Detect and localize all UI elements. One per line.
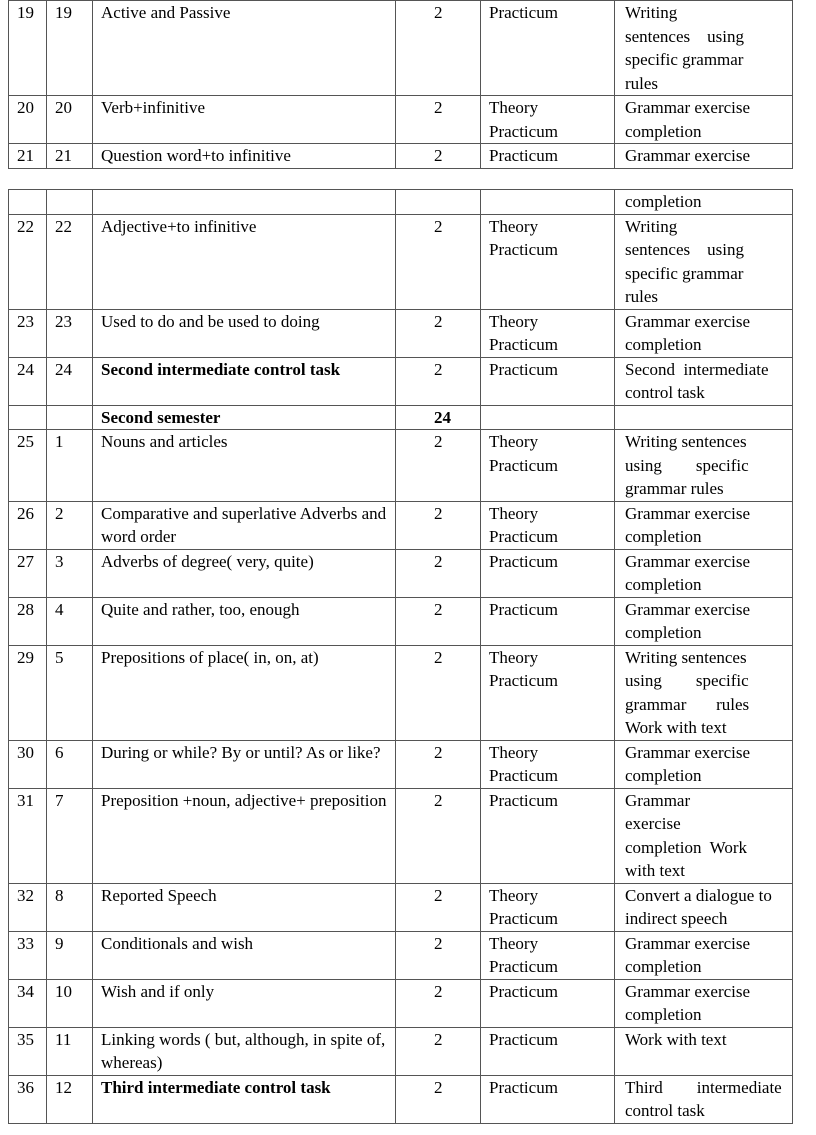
hours-cell	[396, 405, 481, 430]
row-number-cell	[9, 96, 47, 144]
lesson-type-cell	[481, 357, 615, 405]
task-cell-line: specific grammar	[625, 50, 744, 69]
task-cell-line: Convert a dialogue to	[625, 885, 772, 905]
topic-cell-text: Second semester	[101, 407, 221, 427]
task-cell	[615, 309, 793, 357]
topic-cell-text: Quite and rather, too, enough	[101, 599, 300, 619]
table-row	[9, 1075, 793, 1123]
lesson-number-cell	[47, 214, 93, 309]
lesson-type-cell	[481, 788, 615, 883]
topic-cell	[93, 214, 396, 309]
lesson-number-cell-text: 22	[55, 216, 72, 236]
lesson-type-cell-line: Practicum	[489, 146, 558, 165]
lesson-number-cell-text: 6	[55, 742, 64, 762]
topic-cell-text: Second intermediate control task	[101, 359, 341, 379]
task-cell-line: grammar rules	[625, 694, 750, 714]
lesson-type-cell-line: Theory	[489, 98, 539, 117]
lesson-number-cell	[47, 931, 93, 979]
topic-cell	[93, 190, 396, 215]
lesson-type-cell	[481, 190, 615, 215]
task-cell-line: Grammar exercise	[625, 551, 751, 571]
hours-cell	[396, 549, 481, 597]
hours-cell-text: 2	[434, 551, 443, 571]
lesson-type-cell-line: Practicum	[489, 957, 558, 976]
task-cell	[615, 549, 793, 597]
lesson-number-cell	[47, 645, 93, 740]
lesson-number-cell	[47, 597, 93, 645]
task-cell	[615, 190, 793, 215]
task-cell-line: completion	[625, 192, 702, 211]
task-cell-line: Grammar exercise	[625, 933, 751, 953]
lesson-type-cell-line: Theory	[489, 647, 539, 667]
lesson-type-cell	[481, 501, 615, 549]
lesson-number-cell-text: 1	[55, 432, 64, 451]
table-row	[9, 357, 793, 405]
lesson-type-cell-line: Practicum	[489, 671, 558, 690]
lesson-number-cell	[47, 309, 93, 357]
lesson-type-cell-line: Theory	[489, 933, 539, 953]
topic-cell	[93, 788, 396, 883]
lesson-type-cell-line: Practicum	[489, 909, 558, 928]
table-row	[9, 190, 793, 215]
task-cell-line: Writing sentences	[625, 432, 747, 451]
lesson-number-cell	[47, 883, 93, 931]
task-cell-line: Grammar exercise	[625, 98, 751, 117]
row-number-cell	[9, 501, 47, 549]
table-row	[9, 549, 793, 597]
topic-cell-text: Adjective+to infinitive	[101, 216, 257, 236]
hours-cell-text: 2	[434, 790, 443, 810]
row-number-cell	[9, 309, 47, 357]
task-cell-line: Grammar exercise	[625, 146, 751, 165]
task-cell	[615, 96, 793, 144]
row-number-cell-text: 32	[17, 885, 34, 905]
task-cell	[615, 597, 793, 645]
row-number-cell-text: 28	[17, 599, 34, 619]
lesson-number-cell-text: 5	[55, 647, 64, 667]
hours-cell-text: 2	[434, 3, 443, 22]
hours-cell	[396, 357, 481, 405]
lesson-type-cell	[481, 405, 615, 430]
hours-cell-text: 2	[434, 599, 443, 619]
row-number-cell-text: 19	[17, 3, 34, 22]
hours-cell	[396, 214, 481, 309]
syllabus-table-top	[8, 0, 793, 169]
lesson-number-cell-text: 21	[55, 146, 72, 165]
lesson-type-cell	[481, 144, 615, 169]
hours-cell	[396, 645, 481, 740]
topic-cell	[93, 883, 396, 931]
syllabus-table-bottom	[8, 189, 793, 1124]
row-number-cell	[9, 1, 47, 96]
task-cell-line: completion	[625, 766, 702, 785]
hours-cell-text: 2	[434, 742, 443, 762]
hours-cell	[396, 931, 481, 979]
table-row	[9, 96, 793, 144]
row-number-cell-text: 21	[17, 146, 34, 165]
topic-cell	[93, 931, 396, 979]
lesson-number-cell	[47, 357, 93, 405]
lesson-number-cell-text: 7	[55, 790, 64, 810]
hours-cell	[396, 96, 481, 144]
topic-cell-text: Active and Passive	[101, 3, 231, 22]
topic-cell	[93, 501, 396, 549]
topic-cell	[93, 430, 396, 502]
topic-cell-text: Third intermediate control task	[101, 1077, 331, 1097]
row-number-cell-text: 20	[17, 98, 34, 117]
lesson-type-cell	[481, 597, 615, 645]
topic-cell	[93, 1027, 396, 1075]
hours-cell	[396, 190, 481, 215]
table-row	[9, 1027, 793, 1075]
row-number-cell	[9, 190, 47, 215]
lesson-type-cell-line: Practicum	[489, 121, 558, 141]
task-cell-line: completion	[625, 121, 702, 141]
row-number-cell-text: 36	[17, 1077, 34, 1097]
table-row	[9, 309, 793, 357]
lesson-number-cell	[47, 96, 93, 144]
task-cell-line: using specific	[625, 455, 749, 475]
lesson-number-cell	[47, 430, 93, 502]
hours-cell-text: 2	[434, 981, 443, 1001]
topic-cell	[93, 1075, 396, 1123]
task-cell-line: rules	[625, 73, 659, 93]
lesson-type-cell-line: Practicum	[489, 551, 558, 571]
lesson-type-cell-line: Practicum	[489, 1029, 558, 1049]
topic-cell	[93, 96, 396, 144]
task-cell-line: control task	[625, 1101, 705, 1120]
task-cell	[615, 788, 793, 883]
row-number-cell-text: 26	[17, 503, 34, 523]
lesson-number-cell-text: 12	[55, 1077, 72, 1097]
lesson-number-cell	[47, 144, 93, 169]
lesson-number-cell-text: 4	[55, 599, 64, 619]
row-number-cell-text: 33	[17, 933, 34, 953]
lesson-type-cell	[481, 430, 615, 502]
lesson-number-cell-text: 23	[55, 311, 72, 331]
topic-cell	[93, 1, 396, 96]
lesson-number-cell	[47, 501, 93, 549]
task-cell	[615, 430, 793, 502]
table-row	[9, 214, 793, 309]
table-row	[9, 144, 793, 169]
hours-cell	[396, 309, 481, 357]
topic-cell	[93, 979, 396, 1027]
table-row	[9, 501, 793, 549]
hours-cell-text: 2	[434, 1077, 443, 1097]
lesson-number-cell-text: 8	[55, 885, 64, 905]
task-cell-line: sentences using	[625, 240, 744, 259]
lesson-type-cell-line: Theory	[489, 216, 539, 236]
topic-cell-text: Reported Speech	[101, 885, 217, 905]
task-cell-line: Writing sentences	[625, 647, 747, 667]
task-cell-line: grammar rules	[625, 479, 724, 498]
task-cell	[615, 214, 793, 309]
lesson-type-cell	[481, 645, 615, 740]
task-cell-line: Third intermediate	[625, 1077, 782, 1097]
task-cell-line: completion	[625, 527, 702, 546]
row-number-cell	[9, 1075, 47, 1123]
hours-cell-text: 24	[434, 407, 451, 427]
task-cell-line: using specific	[625, 671, 749, 690]
lesson-type-cell-line: Practicum	[489, 335, 558, 354]
hours-cell	[396, 788, 481, 883]
topic-cell-text: Linking words ( but, although, in spite of, whereas)	[101, 1029, 386, 1072]
lesson-type-cell-line: Theory	[489, 503, 539, 523]
row-number-cell	[9, 979, 47, 1027]
lesson-type-cell-line: Practicum	[489, 790, 558, 810]
topic-cell	[93, 357, 396, 405]
hours-cell	[396, 430, 481, 502]
table-row	[9, 883, 793, 931]
topic-cell-text: Prepositions of place( in, on, at)	[101, 647, 319, 667]
task-cell-line: Writing	[625, 3, 678, 22]
topic-cell	[93, 645, 396, 740]
task-cell-line: control task	[625, 383, 705, 402]
task-cell-line: specific grammar	[625, 263, 744, 283]
hours-cell-text: 2	[434, 432, 443, 451]
row-number-cell	[9, 883, 47, 931]
topic-cell-text: Verb+infinitive	[101, 98, 206, 117]
row-number-cell-text: 24	[17, 359, 34, 379]
task-cell	[615, 883, 793, 931]
task-cell-line: rules	[625, 287, 659, 306]
hours-cell-text: 2	[434, 359, 443, 379]
topic-cell-text: During or while? By or until? As or like?	[101, 742, 381, 762]
hours-cell	[396, 1, 481, 96]
lesson-number-cell-text: 20	[55, 98, 72, 117]
lesson-type-cell	[481, 1027, 615, 1075]
lesson-type-cell	[481, 96, 615, 144]
task-cell-line: completion	[625, 623, 702, 642]
table-row	[9, 979, 793, 1027]
lesson-type-cell	[481, 214, 615, 309]
lesson-number-cell	[47, 190, 93, 215]
row-number-cell	[9, 597, 47, 645]
hours-cell-text: 2	[434, 216, 443, 236]
hours-cell	[396, 883, 481, 931]
row-number-cell-text: 30	[17, 742, 34, 762]
lesson-type-cell	[481, 740, 615, 788]
hours-cell	[396, 979, 481, 1027]
row-number-cell-text: 22	[17, 216, 34, 236]
task-cell	[615, 405, 793, 430]
table-row	[9, 740, 793, 788]
lesson-number-cell	[47, 1, 93, 96]
lesson-number-cell-text: 10	[55, 981, 72, 1001]
lesson-type-cell	[481, 931, 615, 979]
task-cell-line: Grammar exercise	[625, 981, 751, 1001]
lesson-number-cell-text: 9	[55, 933, 64, 953]
topic-cell	[93, 309, 396, 357]
lesson-type-cell-line: Practicum	[489, 766, 558, 785]
topic-cell	[93, 144, 396, 169]
row-number-cell-text: 29	[17, 647, 34, 667]
task-cell	[615, 979, 793, 1027]
row-number-cell	[9, 788, 47, 883]
topic-cell-text: Conditionals and wish	[101, 933, 254, 953]
task-cell-line: Grammar exercise	[625, 311, 751, 331]
row-number-cell-text: 25	[17, 432, 34, 451]
topic-cell-text: Preposition +noun, adjective+ preposition	[101, 790, 387, 810]
topic-cell	[93, 549, 396, 597]
topic-cell	[93, 405, 396, 430]
lesson-number-cell-text: 19	[55, 3, 72, 22]
task-cell-line: Grammar exercise	[625, 503, 751, 523]
lesson-type-cell-line: Practicum	[489, 240, 558, 259]
row-number-cell-text: 23	[17, 311, 34, 331]
task-cell	[615, 1, 793, 96]
lesson-number-cell-text: 2	[55, 503, 64, 523]
hours-cell	[396, 1075, 481, 1123]
task-cell-line: Second intermediate	[625, 359, 769, 379]
row-number-cell	[9, 931, 47, 979]
task-cell	[615, 645, 793, 740]
lesson-number-cell	[47, 740, 93, 788]
topic-cell-text: Comparative and superlative Adverbs and word order	[101, 503, 387, 546]
topic-cell	[93, 597, 396, 645]
hours-cell	[396, 144, 481, 169]
hours-cell-text: 2	[434, 311, 443, 331]
lesson-type-cell-line: Practicum	[489, 1077, 558, 1097]
row-number-cell	[9, 740, 47, 788]
row-number-cell	[9, 1027, 47, 1075]
hours-cell-text: 2	[434, 647, 443, 667]
lesson-number-cell	[47, 549, 93, 597]
task-cell-line: completion	[625, 1005, 702, 1024]
task-cell	[615, 931, 793, 979]
row-number-cell	[9, 549, 47, 597]
task-cell-line: Work with text	[625, 718, 727, 737]
lesson-type-cell	[481, 309, 615, 357]
topic-cell-text: Adverbs of degree( very, quite)	[101, 551, 314, 571]
hours-cell-text: 2	[434, 885, 443, 905]
hours-cell-text: 2	[434, 503, 443, 523]
lesson-type-cell-line: Practicum	[489, 981, 558, 1001]
table-row	[9, 430, 793, 502]
row-number-cell-text: 35	[17, 1029, 34, 1049]
lesson-number-cell	[47, 979, 93, 1027]
row-number-cell	[9, 430, 47, 502]
lesson-type-cell-line: Theory	[489, 885, 539, 905]
lesson-type-cell-line: Practicum	[489, 599, 558, 619]
row-number-cell-text: 31	[17, 790, 34, 810]
topic-cell	[93, 740, 396, 788]
hours-cell-text: 2	[434, 933, 443, 953]
lesson-type-cell-line: Practicum	[489, 3, 558, 22]
task-cell	[615, 501, 793, 549]
lesson-type-cell	[481, 549, 615, 597]
lesson-number-cell-text: 24	[55, 359, 72, 379]
row-number-cell	[9, 214, 47, 309]
lesson-number-cell	[47, 1027, 93, 1075]
task-cell	[615, 1075, 793, 1123]
row-number-cell	[9, 405, 47, 430]
row-number-cell	[9, 144, 47, 169]
topic-cell-text: Nouns and articles	[101, 432, 228, 451]
hours-cell-text: 2	[434, 1029, 443, 1049]
lesson-number-cell	[47, 405, 93, 430]
task-cell-line: Grammar	[625, 790, 691, 810]
lesson-number-cell-text: 11	[55, 1029, 72, 1049]
table-row	[9, 645, 793, 740]
hours-cell-text: 2	[434, 98, 443, 117]
task-cell-line: sentences using	[625, 26, 744, 46]
hours-cell	[396, 501, 481, 549]
hours-cell	[396, 597, 481, 645]
topic-cell-text: Used to do and be used to doing	[101, 311, 320, 331]
lesson-type-cell-line: Theory	[489, 311, 539, 331]
task-cell-line: completion Work	[625, 837, 748, 857]
task-cell	[615, 144, 793, 169]
hours-cell	[396, 740, 481, 788]
lesson-type-cell-line: Theory	[489, 742, 539, 762]
lesson-number-cell	[47, 1075, 93, 1123]
lesson-type-cell-line: Theory	[489, 432, 539, 451]
topic-cell-text: Wish and if only	[101, 981, 215, 1001]
topic-cell-text: Question word+to infinitive	[101, 146, 291, 165]
task-cell-line: Grammar exercise	[625, 742, 751, 762]
lesson-type-cell-line: Practicum	[489, 455, 558, 475]
task-cell-line: completion	[625, 335, 702, 354]
hours-cell-text: 2	[434, 146, 443, 165]
table-row	[9, 405, 793, 430]
task-cell-line: completion	[625, 575, 702, 594]
task-cell-line: indirect speech	[625, 909, 728, 928]
task-cell	[615, 357, 793, 405]
task-cell-line: with text	[625, 861, 685, 880]
row-number-cell-text: 27	[17, 551, 34, 571]
lesson-type-cell-line: Practicum	[489, 359, 558, 379]
lesson-number-cell-text: 3	[55, 551, 64, 571]
task-cell-line: Writing	[625, 216, 678, 236]
task-cell-line: exercise	[625, 814, 681, 833]
lesson-type-cell	[481, 979, 615, 1027]
table-row	[9, 788, 793, 883]
row-number-cell-text: 34	[17, 981, 34, 1001]
task-cell	[615, 740, 793, 788]
task-cell-line: Grammar exercise	[625, 599, 751, 619]
task-cell	[615, 1027, 793, 1075]
lesson-type-cell	[481, 1075, 615, 1123]
lesson-number-cell	[47, 788, 93, 883]
lesson-type-cell	[481, 1, 615, 96]
table-row	[9, 931, 793, 979]
table-row	[9, 1, 793, 96]
task-cell-line: completion	[625, 957, 702, 976]
task-cell-line: Work with text	[625, 1029, 727, 1049]
row-number-cell	[9, 357, 47, 405]
row-number-cell	[9, 645, 47, 740]
lesson-type-cell-line: Practicum	[489, 527, 558, 546]
lesson-type-cell	[481, 883, 615, 931]
hours-cell	[396, 1027, 481, 1075]
table-row	[9, 597, 793, 645]
